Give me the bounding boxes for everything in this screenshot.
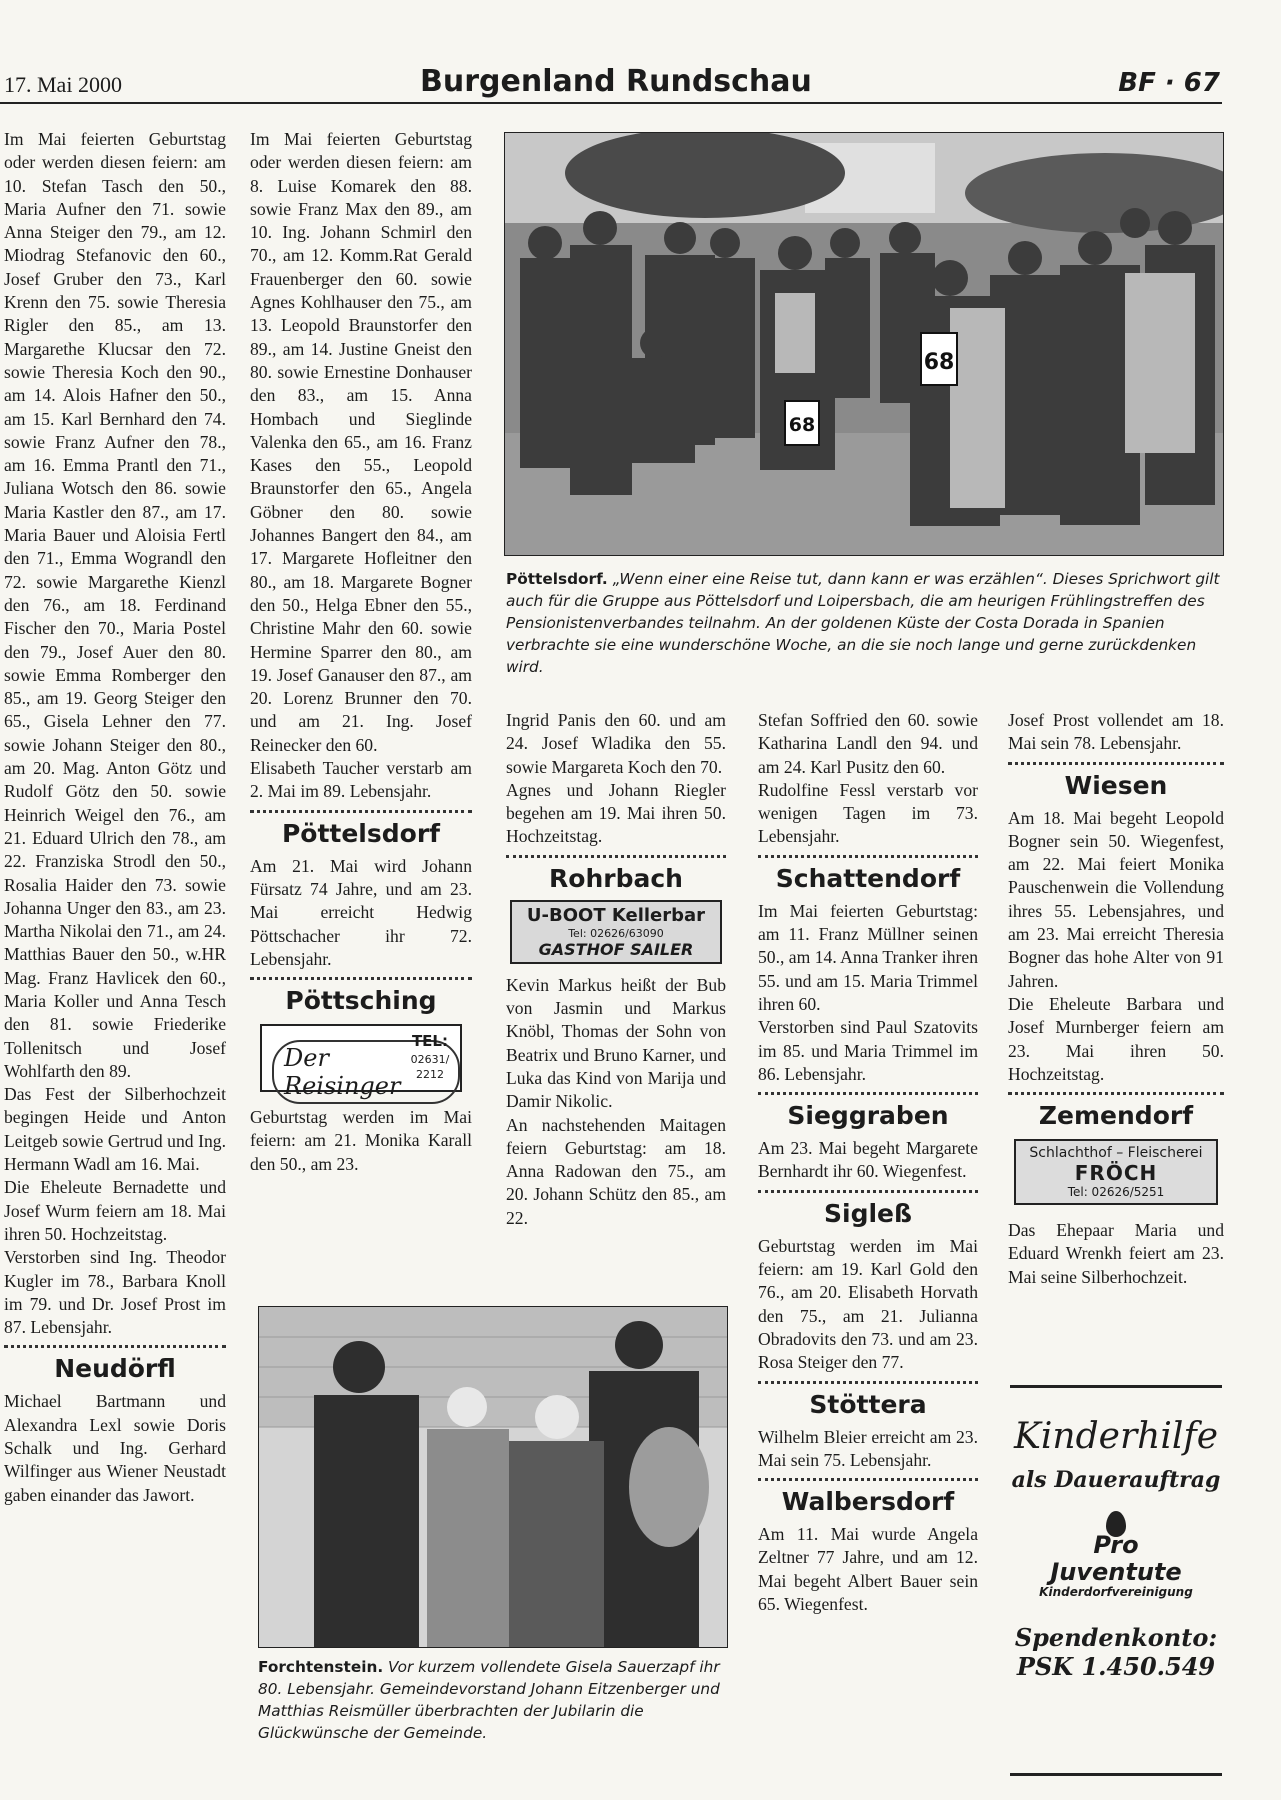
heading-poettelsdorf: Pöttelsdorf bbox=[281, 818, 441, 848]
col3-paragraph: Agnes und Johann Riegler begehen am 19. Mai ihren 50. Hochzeitstag. bbox=[506, 779, 726, 847]
page-number: BF · 67 bbox=[1118, 68, 1220, 98]
column-4 bbox=[758, 709, 978, 1616]
wiesen-text: Am 18. Mai begeht Leopold Bogner sein 50. Wiegenfest, am 22. Mai feiert Monika Pauschenwein die Vollendung ihres 55. Lebensjahres, und am 23. Mai erreicht Theresia Bogner das hohe Alter von 91 Jahren. bbox=[1008, 807, 1224, 991]
kinderhilfe-script: Kinderhilfe bbox=[1014, 1416, 1218, 1457]
heading-poettsching: Pöttsching bbox=[285, 986, 437, 1016]
heading-schattendorf: Schattendorf bbox=[775, 863, 961, 893]
sieggraben-text: Am 23. Mai begeht Margarete Bernhardt ihr 60. Wiegenfest. bbox=[758, 1138, 978, 1182]
sign-68-left: 68 bbox=[788, 414, 816, 436]
reisinger-tel: 02631/ 2212 bbox=[410, 1053, 450, 1082]
sigless-text: Geburtstag werden im Mai feiern: am 19. Karl Gold den 76., am 20. Elisabeth Horvath den 75., am 21. Julianna Obradovits den 73. und am 23. Rosa Steiger den 77. bbox=[758, 1235, 978, 1373]
heading-rohrbach: Rohrbach bbox=[549, 863, 683, 893]
group-photo-poettelsdorf bbox=[504, 132, 1224, 556]
divider bbox=[506, 855, 726, 858]
caption-body: „Wenn einer eine Reise tut, dann kann er was erzählen“. Dieses Sprichwort gilt auch für die Gruppe aus Pöttelsdorf und Loipersbach, die am heurigen Frühlingstreffen des Pensionistenverbandes teilnahm. An der goldenen Küste der Costa Dorada in Spanien verbrachte sie eine wunderschöne Woche, an die sie noch lange und gerne zurückdenken wird. bbox=[506, 570, 1220, 676]
col1-paragraph: Verstorben sind Ing. Theodor Kugler im 78., Barbara Knoll im 79. und Dr. Josef Prost im 87. Lebensjahr. bbox=[4, 1247, 226, 1338]
heading-zemendorf: Zemendorf bbox=[1038, 1101, 1194, 1131]
col1-paragraph: Das Fest der Silberhochzeit begingen Heide und Anton Leitgeb sowie Gertrud und Ing. Hermann Wadl am 16. Mai. bbox=[4, 1084, 226, 1175]
divider bbox=[758, 855, 978, 858]
divider bbox=[4, 1345, 226, 1348]
sign-68-right: 68 bbox=[923, 350, 955, 375]
poettelsdorf-text: Am 21. Mai wird Johann Fürsatz 74 Jahre, und am 23. Mai erreicht Hedwig Pöttschacher ihr 72. Lebensjahr. bbox=[250, 855, 472, 969]
page-header bbox=[0, 60, 1222, 104]
divider bbox=[758, 1478, 978, 1481]
caption-lead: Pöttelsdorf. bbox=[506, 570, 608, 588]
column-2 bbox=[250, 128, 472, 1176]
spendenkonto-number: PSK 1.450.549 bbox=[1016, 1652, 1216, 1681]
column-1 bbox=[4, 128, 226, 1507]
col1-paragraph: Die Eheleute Bernadette und Josef Wurm feiern am 18. Mai ihren 50. Hochzeitstag. bbox=[4, 1177, 226, 1244]
divider bbox=[1008, 1092, 1224, 1095]
caption-body: Vor kurzem vollendete Gisela Sauerzapf ihr 80. Lebensjahr. Gemeindevorstand Johann Eitzenberger und Matthias Reismüller überbrachten der Jubilarin die Glückwünsche der Gemeinde. bbox=[258, 1658, 720, 1742]
kinderhilfe-ad bbox=[1010, 1385, 1222, 1776]
uboot-gasthof: GASTHOF SAILER bbox=[538, 939, 694, 959]
poettsching-text: Geburtstag werden im Mai feiern: am 21. Monika Karall den 50., am 23. bbox=[250, 1107, 472, 1174]
divider bbox=[250, 810, 472, 813]
col2-paragraph: Elisabeth Taucher verstarb am 2. Mai im 89. Lebensjahr. bbox=[250, 758, 472, 802]
froech-ad bbox=[1014, 1139, 1218, 1205]
stoettera-text: Wilhelm Bleier erreicht am 23. Mai sein 75. Lebensjahr. bbox=[758, 1426, 978, 1470]
rohrbach-text: Kevin Markus heißt der Bub von Jasmin und Markus Knöbl, Thomas der Sohn von Beatrix und Bruno Karner, und Luka das Kind von Marija und Damir Nikolic. bbox=[506, 974, 726, 1112]
reisinger-ad bbox=[260, 1024, 462, 1101]
walbersdorf-text: Am 11. Mai wurde Angela Zeltner 77 Jahre, und am 12. Mai begeht Albert Bauer sein 65. Wiegenfest. bbox=[758, 1524, 978, 1615]
froech-line1: Schlachthof – Fleischerei bbox=[1029, 1145, 1203, 1162]
schattendorf-text: Verstorben sind Paul Szatovits im 85. und Maria Trimmel im 86. Lebensjahr. bbox=[758, 1017, 978, 1084]
uboot-tel: Tel: 02626/63090 bbox=[568, 926, 664, 940]
col4-paragraph: Stefan Soffried den 60. sowie Katharina Landl den 94. und am 24. Karl Pusitz den 60. bbox=[758, 710, 978, 777]
neudoerfl-text: Michael Bartmann und Alexandra Lexl sowie Doris Schalk und Ing. Gerhard Wilfinger aus Wiener Neustadt gaben einander das Jawort. bbox=[4, 1391, 226, 1505]
uboot-ad bbox=[510, 900, 722, 964]
reisinger-logo: Der Reisinger bbox=[272, 1040, 460, 1104]
forchtenstein-photo-image bbox=[259, 1307, 727, 1647]
divider bbox=[1008, 762, 1224, 765]
heading-stoettera: Stöttera bbox=[809, 1389, 927, 1419]
divider bbox=[758, 1381, 978, 1384]
column-3 bbox=[506, 709, 726, 1230]
zemendorf-text: Das Ehepaar Maria und Eduard Wrenkh feiert am 23. Mai seine Silberhochzeit. bbox=[1008, 1220, 1224, 1287]
uboot-name: U-BOOT Kellerbar bbox=[526, 904, 706, 926]
schattendorf-text: Im Mai feierten Geburtstag: am 11. Franz Müllner seinen 50., am 14. Anna Tranker ihren 55. und am 15. Maria Trimmel ihren 60. bbox=[758, 900, 978, 1014]
kinderdorf-text: Kinderdorfvereinigung bbox=[1039, 1585, 1193, 1599]
photo-forchtenstein bbox=[258, 1306, 728, 1648]
dauerauftrag-text: als Dauerauftrag bbox=[1011, 1467, 1221, 1493]
col5-paragraph: Josef Prost vollendet am 18. Mai sein 78. Lebensjahr. bbox=[1008, 710, 1224, 754]
col3-paragraph: Ingrid Panis den 60. und am 24. Josef Wladika den 55. sowie Margareta Koch den 70. bbox=[506, 710, 726, 777]
spendenkonto-label: Spendenkonto: bbox=[1014, 1623, 1218, 1652]
heading-neudoerfl: Neudörfl bbox=[54, 1354, 176, 1384]
divider bbox=[758, 1092, 978, 1095]
forchtenstein-caption bbox=[258, 1656, 728, 1744]
heading-sieggraben: Sieggraben bbox=[787, 1101, 949, 1131]
divider bbox=[250, 977, 472, 980]
group-photo-caption bbox=[506, 568, 1222, 678]
pro-logo: Pro bbox=[1093, 1531, 1139, 1559]
caption-lead: Forchtenstein. bbox=[258, 1658, 384, 1676]
juventute-logo: Juventute bbox=[1050, 1558, 1182, 1586]
froech-name: FRÖCH bbox=[1074, 1161, 1158, 1186]
reisinger-tel-label: TEL: bbox=[411, 1032, 448, 1051]
heading-wiesen: Wiesen bbox=[1064, 770, 1168, 800]
group-photo-image bbox=[505, 133, 1223, 555]
newspaper-title: Burgenland Rundschau bbox=[420, 64, 812, 99]
rohrbach-text: An nachstehenden Maitagen feiern Geburtstag: am 18. Anna Radowan den 75., am 20. Johann Schütz den 85., am 22. bbox=[506, 1114, 726, 1228]
heading-sigless: Sigleß bbox=[824, 1198, 912, 1228]
wiesen-text: Die Eheleute Barbara und Josef Murnberger feiern am 23. Mai ihren 50. Hochzeitstag. bbox=[1008, 993, 1224, 1084]
heading-walbersdorf: Walbersdorf bbox=[781, 1487, 955, 1517]
col2-paragraph: Im Mai feierten Geburtstag oder werden diesen feiern: am 8. Luise Komarek den 88. sowie Franz Max den 89., am 10. Ing. Johann Schmirl den 70., am 12. Komm.Rat Gerald Frauenberger den 60. sowie Agnes Kohlhauser den 75., am 13. Leopold Braunstorfer den 89., am 14. Justine Gneist den 80. sowie Ernestine Donhauser den 83., am 15. Anna Hombach und Sieglinde Valenka den 65., am 16. Franz Kases den 55., Leopold Braunstorfer den 65., Angela Göbner den 80. sowie Johannes Bangert den 84., am 17. Margarete Hofleitner den 80., am 18. Margarete Bogner den 50., Helga Ebner den 55., Christine Mahr den 60. sowie Hermine Sparrer den 80., am 19. Josef Ganauser den 87., am 20. Lorenz Brunner den 70. und am 21. Ing. Josef Reinecker den 60. bbox=[250, 129, 472, 755]
col4-paragraph: Rudolfine Fessl verstarb vor wenigen Tagen im 73. Lebensjahr. bbox=[758, 779, 978, 847]
divider bbox=[758, 1190, 978, 1193]
froech-tel: Tel: 02626/5251 bbox=[1067, 1185, 1165, 1200]
column-5 bbox=[1008, 709, 1224, 1289]
col1-paragraph: Im Mai feierten Geburtstag oder werden diesen feiern: am 10. Stefan Tasch den 50., Maria Aufner den 71. sowie Anna Steiger den 79., am 12. Miodrag Stefanovic den 60., Josef Gruber den 73., Karl Krenn den 75. sowie Theresia Rigler den 85., am 13. Margarethe Klucsar den 72. sowie Theresia Koch den 90., am 14. Alois Hafner den 50., am 15. Karl Bernhard den 74. sowie Franz Aufner den 78., am 16. Emma Prantl den 71., Juliana Wotsch den 86. sowie Maria Kastler den 87., am 17. Maria Bauer und Aloisia Fertl den 71., Emma Wograndl den 72. sowie Margarethe Kienzl den 76., am 18. Ferdinand Fischer den 70., Maria Postel den 79., Josef Auer den 80. sowie Emma Romberger den 85., am 19. Georg Steiger den 65., Gisela Lehner den 77. sowie Johann Steiger den 80., am 20. Mag. Anton Götz und Rudolf Götz den 50. sowie Heinrich Weigel den 76., am 21. Eduard Ulrich den 78., am 22. Franziska Strodl den 50., Rosalia Haider den 73. sowie Johanna Unger den 83., am 23. Martha Nikolai den 71., am 24. Matthias Bauer den 50., w.HR Mag. Franz Havlicek den 60., Maria Koller und Anna Tesch den 81. sowie Friederike Tollenitsch und Josef Wohlfarth den 89. bbox=[4, 129, 226, 1081]
issue-date: 17. Mai 2000 bbox=[4, 72, 122, 97]
